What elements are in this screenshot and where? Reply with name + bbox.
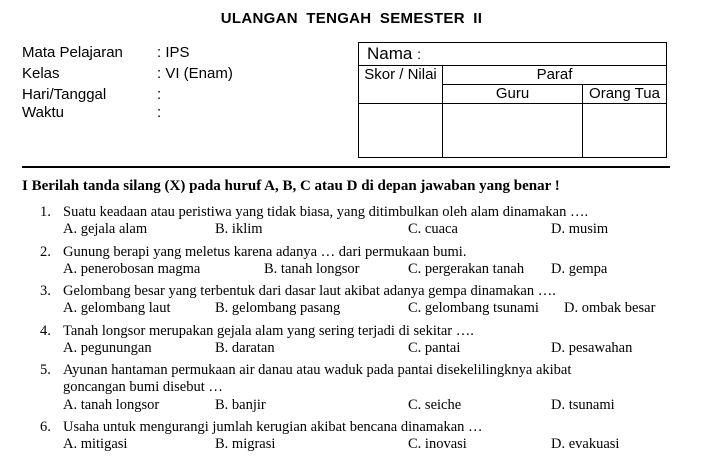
option-c[interactable]: C. inovasi [408, 436, 467, 452]
option-b[interactable]: B. daratan [215, 340, 275, 356]
question-number: 3. [40, 283, 51, 299]
question-text: Tanah longsor merupakan gejala alam yang sering terjadi di sekitar …. [63, 323, 474, 339]
info-label: Waktu [22, 104, 64, 121]
option-d[interactable]: D. ombak besar [564, 300, 656, 316]
info-value: : IPS [157, 44, 190, 61]
option-b[interactable]: B. tanah longsor [264, 261, 360, 277]
exam-title: ULANGAN TENGAH SEMESTER II [220, 10, 483, 27]
option-c[interactable]: C. gelombang tsunami [408, 300, 539, 316]
question-text: Gunung berapi yang meletus karena adanya … dari permukaan bumi. [63, 244, 467, 260]
identity-score-box [358, 42, 667, 158]
question-number: 1. [40, 204, 51, 220]
option-a[interactable]: A. gelombang laut [63, 300, 171, 316]
info-value: : [157, 86, 162, 103]
option-b[interactable]: B. banjir [215, 397, 266, 413]
parent-header: Orang Tua [589, 85, 660, 102]
info-label: Hari/Tanggal [22, 86, 107, 103]
option-b[interactable]: B. iklim [215, 221, 263, 237]
question-number: 2. [40, 244, 51, 260]
option-d[interactable]: D. gempa [551, 261, 608, 277]
option-a[interactable]: A. penerobosan magma [63, 261, 201, 277]
option-a[interactable]: A. gejala alam [63, 221, 148, 237]
question-number: 4. [40, 323, 51, 339]
option-a[interactable]: A. pegunungan [63, 340, 152, 356]
info-value: : VI (Enam) [157, 65, 233, 82]
parent-signature-area[interactable] [583, 104, 666, 157]
option-d[interactable]: D. pesawahan [551, 340, 633, 356]
section-heading: I Berilah tanda silang (X) pada huruf A, B, C atau D di depan jawaban yang benar ! [22, 178, 560, 194]
option-a[interactable]: A. tanah longsor [63, 397, 160, 413]
option-d[interactable]: D. musim [551, 221, 609, 237]
option-c[interactable]: C. pantai [408, 340, 461, 356]
score-header: Skor / Nilai [364, 66, 437, 83]
teacher-signature-area[interactable] [443, 104, 582, 157]
option-b[interactable]: B. gelombang pasang [215, 300, 341, 316]
option-c[interactable]: C. pergerakan tanah [408, 261, 525, 277]
info-label: Mata Pelajaran [22, 44, 123, 61]
option-b[interactable]: B. migrasi [215, 436, 276, 452]
question-text: Suatu keadaan atau peristiwa yang tidak biasa, yang ditimbulkan oleh alam dinamakan …. [63, 204, 589, 220]
question-text: Ayunan hantaman permukaan air danau atau waduk pada pantai disekelilingknya akibat [63, 362, 572, 378]
name-label: Nama [367, 44, 413, 63]
name-field-label [367, 43, 421, 65]
question-text: Gelombang besar yang terbentuk dari dasar laut akibat adanya gempa dinamakan …. [63, 283, 556, 299]
name-colon: : [417, 46, 421, 62]
score-input-area[interactable] [359, 104, 442, 157]
info-label: Kelas [22, 65, 60, 82]
option-c[interactable]: C. seiche [408, 397, 462, 413]
question-number: 5. [40, 362, 51, 378]
teacher-header: Guru [495, 85, 530, 102]
option-d[interactable]: D. tsunami [551, 397, 615, 413]
option-d[interactable]: D. evakuasi [551, 436, 620, 452]
info-value: : [157, 104, 162, 121]
question-text-continued: goncangan bumi disebut … [63, 379, 223, 395]
question-number: 6. [40, 419, 51, 435]
option-c[interactable]: C. cuaca [408, 221, 458, 237]
option-a[interactable]: A. mitigasi [63, 436, 128, 452]
question-text: Usaha untuk mengurangi jumlah kerugian akibat bencana dinamakan … [63, 419, 483, 435]
section-separator [22, 166, 670, 168]
signature-header: Paraf [536, 66, 573, 83]
